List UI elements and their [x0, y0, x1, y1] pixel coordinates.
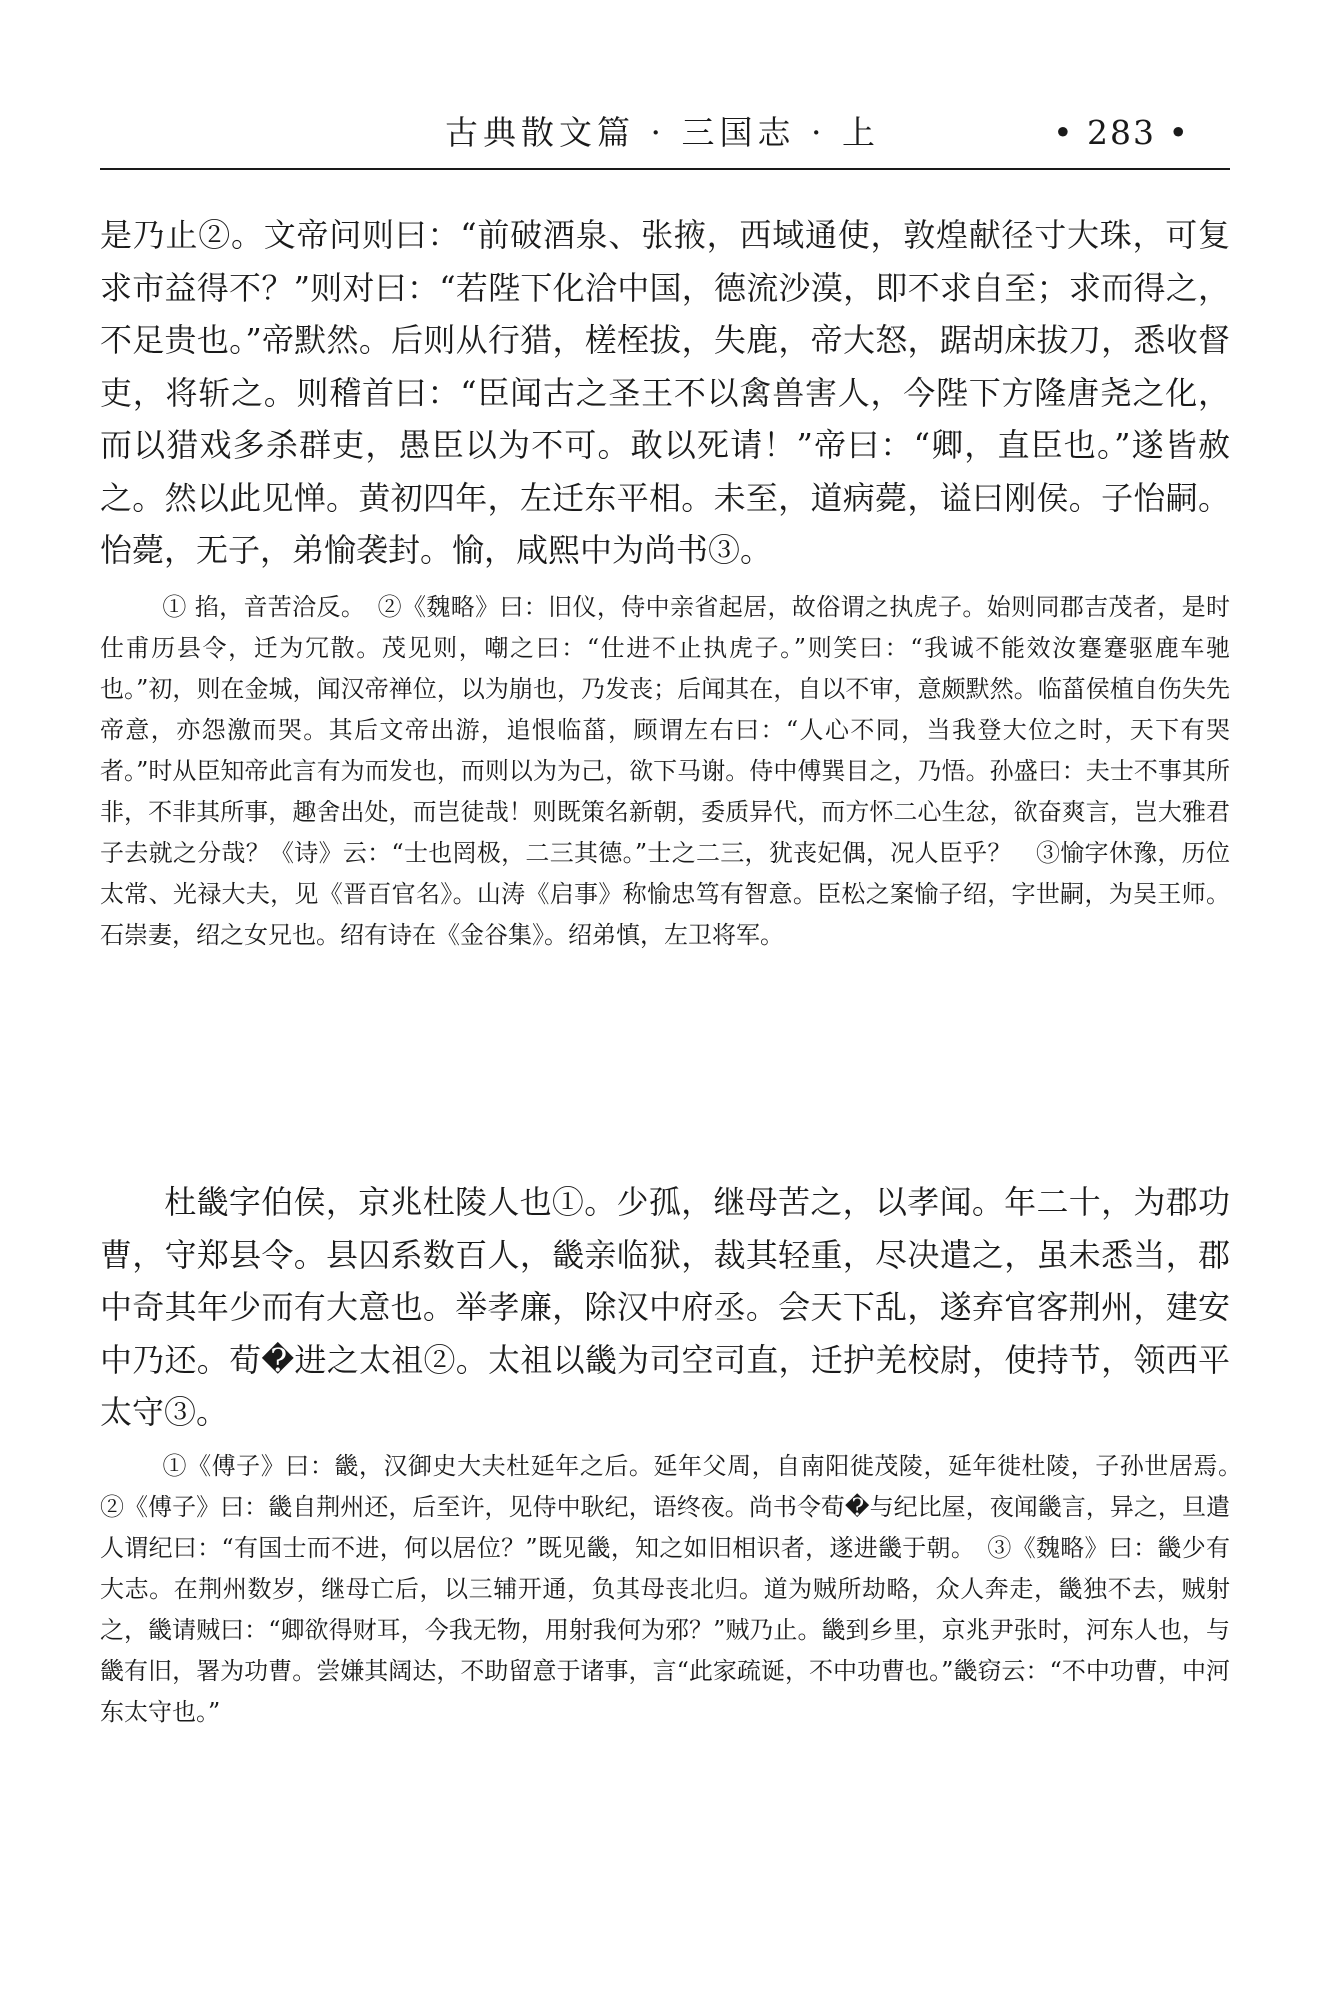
main-paragraph-1: 是乃止②。文帝问则曰：“前破酒泉、张掖，西域通使，敦煌献径寸大珠，可复求市益得不？”则对曰：“若陛下化洽中国，德流沙漠，即不求自至；求而得之，不足贵也。”帝默然。后则从行猎，槎桎拔，失鹿，帝大怒，踞胡床拔刀，悉收督吏，将斩之。则稽首曰：“臣闻古之圣王不以禽兽害人，今陛下方隆唐尧之化，而以猎戏多杀群吏，愚臣以为不可。敢以死请！”帝曰：“卿，直臣也。”遂皆赦之。然以此见惮。黄初四年，左迁东平相。未至，道病薨，谥曰刚侯。子怡嗣。怡薨，无子，弟愉袭封。愉，咸熙中为尚书③。: [100, 216, 1230, 569]
annotation-block-1: [100, 587, 1230, 956]
running-header-title: 古典散文篇 · 三国志 · 上: [445, 113, 880, 152]
annotation-text-2: ①《傅子》曰：畿，汉御史大夫杜延年之后。延年父周，自南阳徙茂陵，延年徙杜陵，子孙世居焉。 ②《傅子》曰：畿自荆州还，后至许，见侍中耿纪，语终夜。尚书令荀�与纪比屋，夜闻畿言，异之，旦遣人谓纪曰：“有国士而不进，何以居位？”既见畿，知之如旧相识者，遂进畿于朝。 ③《魏略》曰：畿少有大志。在荆州数岁，继母亡后，以三辅开通，负其母丧北归。道为贼所劫略，众人奔走，畿独不去，贼射之，畿请贼曰：“卿欲得财耳，今我无物，用射我何为邪？”贼乃止。畿到乡里，京兆尹张时，河东人也，与畿有旧，署为功曹。尝嫌其阔达，不助留意于诸事，言“此家疏诞，不中功曹也。”畿窃云：“不中功曹，中河东太守也。”: [100, 1452, 1254, 1726]
annotation-block-2: [100, 1446, 1254, 1733]
annotation-text-1: ① 掐，音苦洽反。 ②《魏略》曰：旧仪，侍中亲省起居，故俗谓之执虎子。始则同郡吉茂者，是时仕甫历县令，迁为冗散。茂见则，嘲之曰：“仕进不止执虎子。”则笑曰：“我诚不能效汝蹇蹇驱鹿车驰也。”初，则在金城，闻汉帝禅位，以为崩也，乃发丧；后闻其在，自以不审，意颇默然。临菑侯植自伤失先帝意，亦怨激而哭。其后文帝出游，追恨临菑，顾谓左右曰：“人心不同，当我登大位之时，天下有哭者。”时从臣知帝此言有为而发也，而则以为为己，欲下马谢。侍中傅巽目之，乃悟。孙盛曰：夫士不事其所非，不非其所事，趣舍出处，而岂徒哉！则既策名新朝，委质异代，而方怀二心生忿，欲奋爽言，岂大雅君子去就之分哉？《诗》云：“士也罔极，二三其德。”士之二三，犹丧妃偶，况人臣乎？ ③愉字休豫，历位太常、光禄大夫，见《晋百官名》。山涛《启事》称愉忠笃有智意。臣松之案愉子绍，字世嗣，为吴王师。石崇妻，绍之女兄也。绍有诗在《金谷集》。绍弟慎，左卫将军。: [100, 593, 1230, 949]
main-paragraph-2: [100, 1176, 1230, 1439]
header-rule: [100, 168, 1230, 170]
page-number: • 283 •: [1053, 113, 1190, 152]
main-paragraph-2-text: 杜畿字伯侯，京兆杜陵人也①。少孤，继母苦之，以孝闻。年二十，为郡功曹，守郑县令。县囚系数百人，畿亲临狱，裁其轻重，尽决遣之，虽未悉当，郡中奇其年少而有大意也。举孝廉，除汉中府丞。会天下乱，遂弃官客荆州，建安中乃还。荀�进之太祖②。太祖以畿为司空司直，迁护羌校尉，使持节，领西平太守③。: [100, 1183, 1230, 1431]
running-header: [100, 108, 1230, 168]
